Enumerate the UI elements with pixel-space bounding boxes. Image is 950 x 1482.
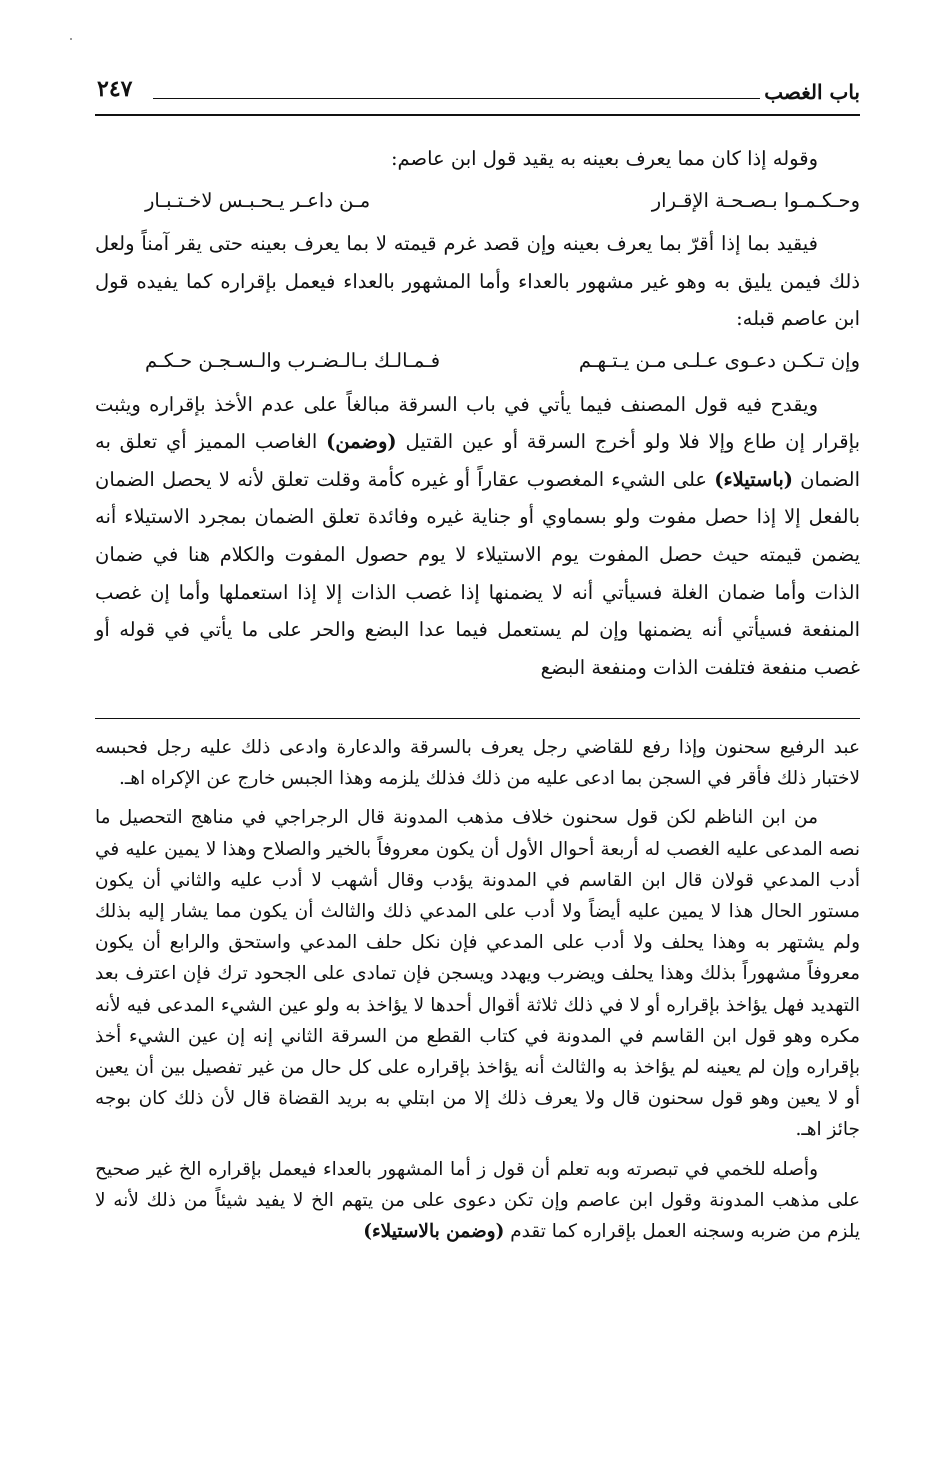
keyword-istila: (باستيلاء) — [714, 467, 793, 491]
header-rule — [95, 114, 860, 116]
keyword-daman-bil-istila: (وضمن بالاستيلاء) — [363, 1221, 505, 1243]
paragraph-3-part-a: ويقدح فيه قول المصنف فيما يأتي في باب السرقة مبالغاً على عدم الأخذ بإقراره ويثبت بإقرار إن طاع وإلا فلا ولو أخرج السرقة أو عين القتيل — [95, 392, 860, 454]
scan-speck — [70, 38, 72, 40]
running-header — [95, 76, 860, 110]
keyword-daman: (وضمن) — [326, 430, 397, 454]
footnote-separator — [95, 718, 860, 719]
header-thin-line — [153, 98, 760, 99]
paragraph-3-part-c: على الشيء المغصوب عقاراً أو غيره كأمة وقلت تعلق لأنه لا يحصل الضمان بالفعل إلا إذا حصل مفوت ولو بسماوي أو جناية غيره وفائدة تعلق الضمان بمجرد الاستيلاء أنه يضمن قيمته حيث حصل المفوت يوم الاستيلاء لا يوم حصول المفوت والكلام هنا في ضمان الذات وأما ضمان الغلة فسيأتي أنه لا يضمنها إذا غصب الذات إلا إذا استعملها وأما إن غصب المنفعة فسيأتي أنه يضمنها وإن لم يستعمل فيما عدا البضع والحر على ما يأتي في قوله أو غصب منفعة فتلفت الذات ومنفعة البضع — [95, 467, 860, 679]
verse-1-second-hemistich: مـن داعـر يـحـبـس لاخـتـبـار — [145, 188, 371, 212]
verse-1-first-hemistich: وحـكـمـوا بـصـحـة الإقـرار — [651, 188, 860, 212]
page-number: ٢٤٧ — [97, 76, 133, 102]
verse-1 — [95, 182, 860, 220]
paragraph-3 — [95, 386, 860, 687]
footnote-3-text: وأصله للخمي في تبصرته وبه تعلم أن قول ز أما المشهور بالعداء فيعمل بإقراره الخ غير صحيح على مذهب المدونة وقول ابن عاصم وإن تكن دعوى على من يتهم الخ لا يفيد شيئاً من ذلك لأنه لا يلزم من ضربه وسجنه العمل بإقراره كما تقدم — [95, 1158, 860, 1243]
chapter-title: باب الغصب — [764, 80, 860, 104]
footnotes — [95, 732, 860, 1255]
intro-paragraph: وقوله إذا كان مما يعرف بعينه به يقيد قول ابن عاصم: — [390, 147, 818, 170]
paragraph-2: فيقيد بما إذا أقرّ بما يعرف بعينه وإن قصد غرم قيمته لا بما يعرف بعينه حتى يقر آمناً ولعل ذلك فيمن يليق به وهو غير مشهور بالعداء وأما المشهور بالعداء فيعمل بإقراره كما يفيده قول ابن عاصم قبله: — [95, 232, 860, 331]
footnote-1: عبد الرفيع سحنون وإذا رفع للقاضي رجل يعرف بالسرقة والدعارة وادعى ذلك عليه رجل فحبسه لاختبار ذلك فأقر في السجن بما ادعى عليه من ذلك فذلك يلزمه وهذا الجبس خارج عن الإكراه اهـ. — [95, 737, 860, 790]
footnote-2: من ابن الناظم لكن قول سحنون خلاف مذهب المدونة قال الرجراجي في مناهج التحصيل ما نصه المدعى عليه الغصب له أربعة أحوال الأول أن يكون معروفاً بالخير والصلاح وهذا لا يمين عليه في أدب المدعي قولان قال ابن القاسم في المدونة يؤدب وقال أشهب لا أدب عليه والثاني أن يكون مستور الحال هذا لا يمين عليه أيضاً ولا أدب على المدعي ذلك والثالث أن يكون مما يشار إليه بذلك ولم يشتهر به وهذا يحلف ولا أدب على المدعي فإن نكل حلف المدعي واستحق والرابع أن يكون معروفاً مشهوراً بذلك وهذا يحلف ويضرب ويهدد ويسجن فإن تمادى على الجحود ترك فإن اعترف بعد التهديد فهل يؤاخذ بإقراره أو لا في ذلك ثلاثة أقوال أحدها لا يؤاخذ به ولو عين الشيء المدعى فيه لأنه مكره وهو قول ابن القاسم في المدونة في كتاب القطع من السرقة الثاني إنه إن عين الشيء أخذ بإقراره وإن لم يعينه لم يؤاخذ به والثالث أنه يؤاخذ بإقراره على كل حال من غير تفصيل بين أن يعين أو لا يعين وهو قول سحنون قال ولا يعرف ذلك إلا من ابتلي به بريد القضاة قال لأن ذلك كان بوجه جائز اهـ. — [95, 807, 860, 1141]
main-text — [95, 140, 860, 686]
paragraph-3-part-b: الغاصب المميز أي تعلق به الضمان — [95, 430, 860, 491]
verse-2-first-hemistich: وإن تـكـن دعـوى عـلـى مـن يـتـهـم — [578, 348, 860, 372]
verse-2 — [95, 342, 860, 380]
verse-2-second-hemistich: فـمـالـك بـالـضـرب والـسـجـن حـكـم — [145, 348, 441, 372]
footnote-3 — [95, 1154, 860, 1248]
